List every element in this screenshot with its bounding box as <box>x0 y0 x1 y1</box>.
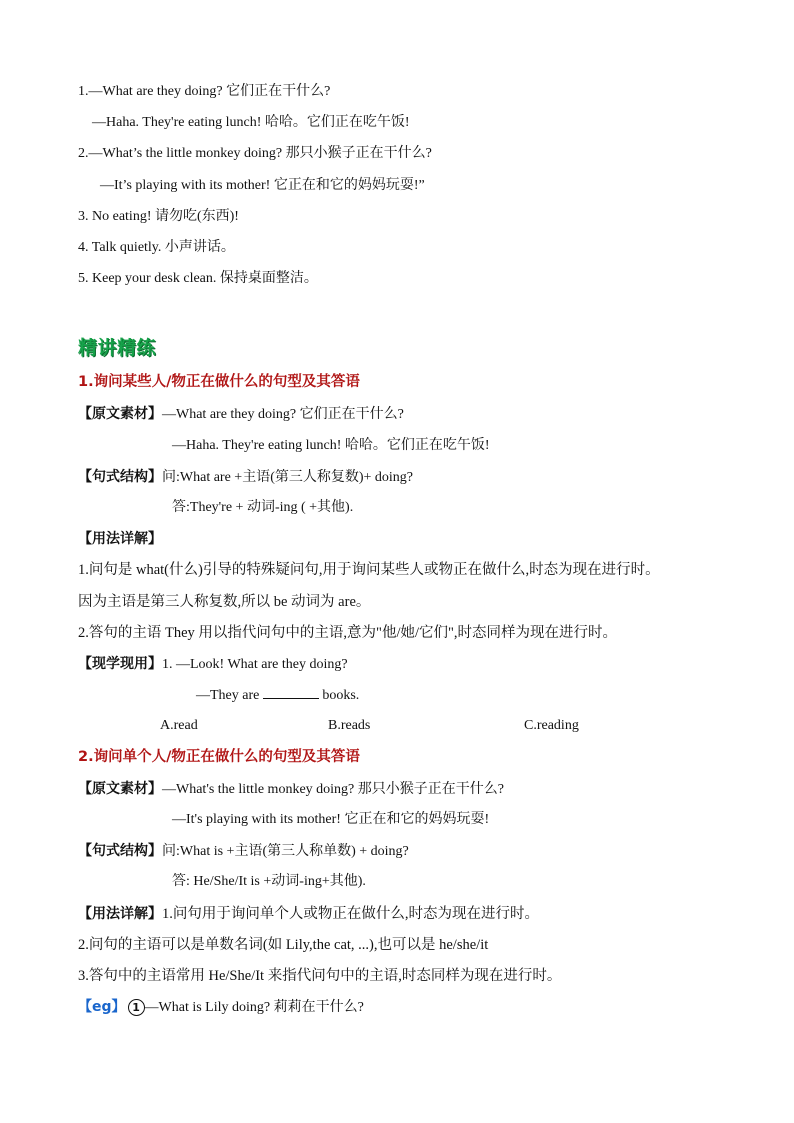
circled-number-icon: 1 <box>128 999 145 1016</box>
intro-item-4: 4. Talk quietly. 小声讲话。 <box>78 240 235 255</box>
point1-usage-label <box>78 530 162 549</box>
answer-blank[interactable] <box>263 686 319 699</box>
point2-usage-row <box>78 905 539 923</box>
point1-structure-row <box>78 468 413 487</box>
structure-label: 【句式结构】 <box>78 843 162 859</box>
usage-label: 【用法详解】 <box>78 531 162 547</box>
intro-item-5: 5. Keep your desk clean. 保持桌面整洁。 <box>78 271 318 286</box>
point2-structure-row <box>78 842 409 861</box>
intro-item-2-answer: —It’s playing with its mother! 它正在和它的妈妈玩耍!” <box>100 178 425 193</box>
point1-heading: 1.询问某些人/物正在做什么的句型及其答语 <box>78 374 360 390</box>
point2-material-answer: —It's playing with its mother! 它正在和它的妈妈玩耍! <box>172 812 490 827</box>
practice-question: 1. —Look! What are they doing? <box>162 657 348 672</box>
point2-usage-2: 2.问句的主语可以是单数名词(如 Lily,the cat, ...),也可以是 he/she/it <box>78 937 489 953</box>
point1-material-question: —What are they doing? 它们正在干什么? <box>162 407 404 422</box>
point2-structure-answer: 答: He/She/It is +动词-ing+其他). <box>172 874 366 889</box>
point1-usage-2: 2.答句的主语 They 用以指代问句中的主语,意为"他/她/它们",时态同样为现在进行时。 <box>78 625 618 641</box>
practice-answer-prefix: —They are <box>196 688 260 703</box>
point1-usage-1: 1.问句是 what(什么)引导的特殊疑问句,用于询问某些人或物正在做什么,时态为现在进行时。 <box>78 562 660 578</box>
point2-material-row <box>78 780 504 799</box>
eg-label: 【eg】 <box>78 999 126 1015</box>
option-b[interactable]: B.reads <box>328 718 371 733</box>
example-row <box>78 998 364 1017</box>
intro-item-1: 1.—What are they doing? 它们正在干什么? <box>78 84 331 99</box>
practice-answer-line <box>196 686 359 705</box>
structure-label: 【句式结构】 <box>78 469 162 485</box>
point1-material-row <box>78 405 404 424</box>
intro-item-1-answer: —Haha. They're eating lunch! 哈哈。它们正在吃午饭! <box>92 115 410 130</box>
point2-usage-1: 1.问句用于询问单个人或物正在做什么,时态为现在进行时。 <box>162 906 539 922</box>
material-label: 【原文素材】 <box>78 781 162 797</box>
option-c[interactable]: C.reading <box>524 718 579 733</box>
point1-structure-answer: 答:They're + 动词-ing ( +其他). <box>172 500 354 515</box>
material-label: 【原文素材】 <box>78 406 162 422</box>
point2-heading: 2.询问单个人/物正在做什么的句型及其答语 <box>78 749 360 765</box>
point1-material-answer: —Haha. They're eating lunch! 哈哈。它们正在吃午饭! <box>172 438 490 453</box>
point2-usage-3: 3.答句中的主语常用 He/She/It 来指代问句中的主语,时态同样为现在进行时。 <box>78 968 562 984</box>
option-a[interactable]: A.read <box>160 718 198 733</box>
point1-structure-question: 问:What are +主语(第三人称复数)+ doing? <box>162 470 414 485</box>
point1-practice-row <box>78 655 348 674</box>
point2-material-question: —What's the little monkey doing? 那只小猴子正在干什么? <box>162 782 504 797</box>
point2-structure-question: 问:What is +主语(第三人称单数) + doing? <box>162 844 409 859</box>
practice-label: 【现学现用】 <box>78 656 162 672</box>
intro-item-3: 3. No eating! 请勿吃(东西)! <box>78 209 239 224</box>
point1-usage-1b: 因为主语是第三人称复数,所以 be 动词为 are。 <box>78 594 371 610</box>
section-title: 精讲精练 <box>78 337 157 359</box>
practice-answer-suffix: books. <box>322 688 360 703</box>
example-1: —What is Lily doing? 莉莉在干什么? <box>144 1000 364 1015</box>
intro-item-2: 2.—What’s the little monkey doing? 那只小猴子正在干什么? <box>78 146 432 161</box>
usage-label: 【用法详解】 <box>78 906 162 922</box>
